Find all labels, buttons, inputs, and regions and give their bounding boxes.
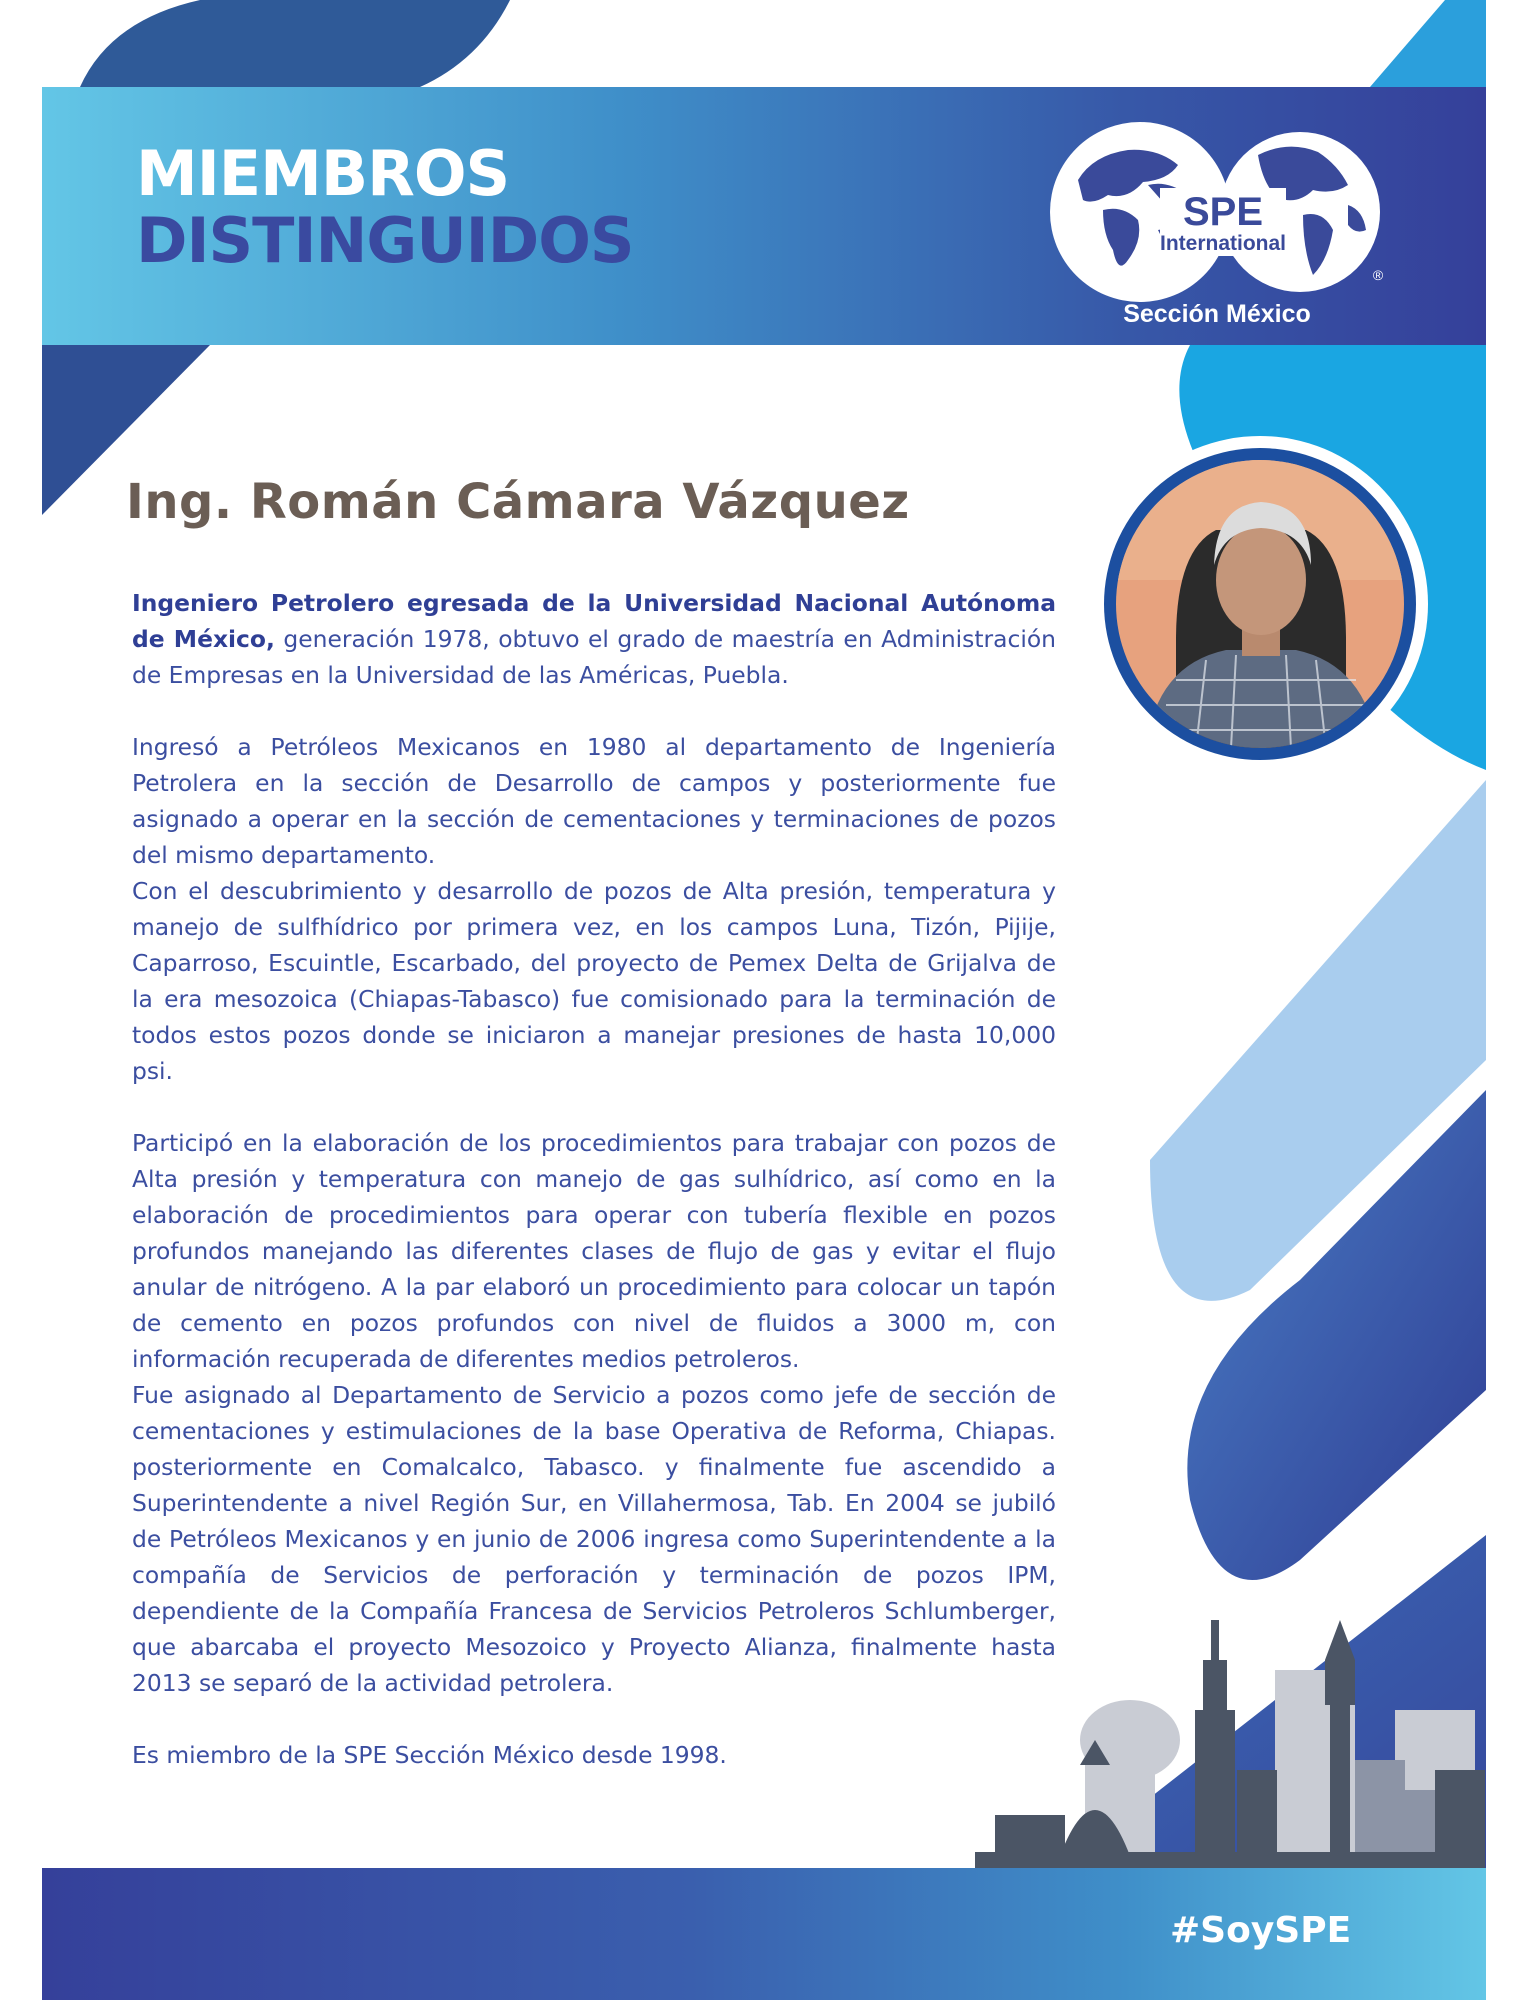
bio-paragraph-2: Ingresó a Petróleos Mexicanos en 1980 al departamento de Ingeniería Petrolera en la sección de Desarrollo de campos y posteriormente fue asignado a operar en la sección de cementaciones y terminaciones de pozos del mismo departamento. xyxy=(132,733,1056,869)
title-line-2: DISTINGUIDOS xyxy=(136,204,634,277)
logo-text: SPE xyxy=(1182,190,1264,234)
title-line-1: MIEMBROS xyxy=(136,137,510,210)
hashtag-label: #SoySPE xyxy=(1170,1910,1352,1951)
member-name: Ing. Román Cámara Vázquez xyxy=(126,474,910,530)
logo-section-label: Sección México xyxy=(1123,300,1311,328)
logo-subtext: International xyxy=(1159,232,1287,255)
bio-paragraph-1 xyxy=(132,585,1056,693)
bio-paragraph-6: Es miembro de la SPE Sección México desde 1998. xyxy=(132,1741,727,1769)
bio-paragraph-5: Fue asignado al Departamento de Servicio a pozos como jefe de sección de cementaciones y estimulaciones de la base Operativa de Reforma, Chiapas. posteriormente en Comalcalco, Tabasco. y finalmente fue ascendido a Superintendente a nivel Región Sur, en Villahermosa, Tab. En 2004 se jubiló de Petróleos Mexicanos y en junio de 2006 ingresa como Superintendente a la compañía de Servicios de perforación y terminación de pozos IPM, dependiente de la Compañía Francesa de Servicios Petroleros Schlumberger, que abarcaba el proyecto Mesozoico y Proyecto Alianza, finalmente hasta 2013 se separó de la actividad petrolera. xyxy=(132,1381,1056,1697)
bio-paragraph-1-bold: Ingeniero Petrolero egresada de la Universidad Nacional Autónoma de México, xyxy=(132,589,1056,653)
city-skyline-illustration xyxy=(975,1600,1485,1870)
biography xyxy=(132,585,1056,1773)
logo-registered: ® xyxy=(1372,267,1384,283)
bio-paragraph-3: Con el descubrimiento y desarrollo de pozos de Alta presión, temperatura y manejo de sulfhídrico por primera vez, en los campos Luna, Tizón, Pijije, Caparroso, Escuintle, Escarbado, del proyecto de Pemex Delta de Grijalva de la era mesozoica (Chiapas-Tabasco) fue comisionado para la terminación de todos estos pozos donde se iniciaron a manejar presiones de hasta 10,000 psi. xyxy=(132,877,1056,1085)
bio-paragraph-1-text: generación 1978, obtuvo el grado de maestría en Administración de Empresas en la Universidad de las Américas, Puebla. xyxy=(132,625,1056,689)
bio-paragraph-4: Participó en la elaboración de los procedimientos para trabajar con pozos de Alta presión y temperatura con manejo de gas sulhídrico, así como en la elaboración de procedimientos para operar con tubería flexible en pozos profundos manejando las diferentes clases de flujo de gas y evitar el flujo anular de nitrógeno. A la par elaboró un procedimiento para colocar un tapón de cemento en pozos profundos con nivel de fluidos a 3000 m, con información recuperada de diferentes medios petroleros. xyxy=(132,1129,1056,1373)
portrait-photo xyxy=(1104,448,1416,760)
portrait-illustration xyxy=(1116,460,1404,748)
